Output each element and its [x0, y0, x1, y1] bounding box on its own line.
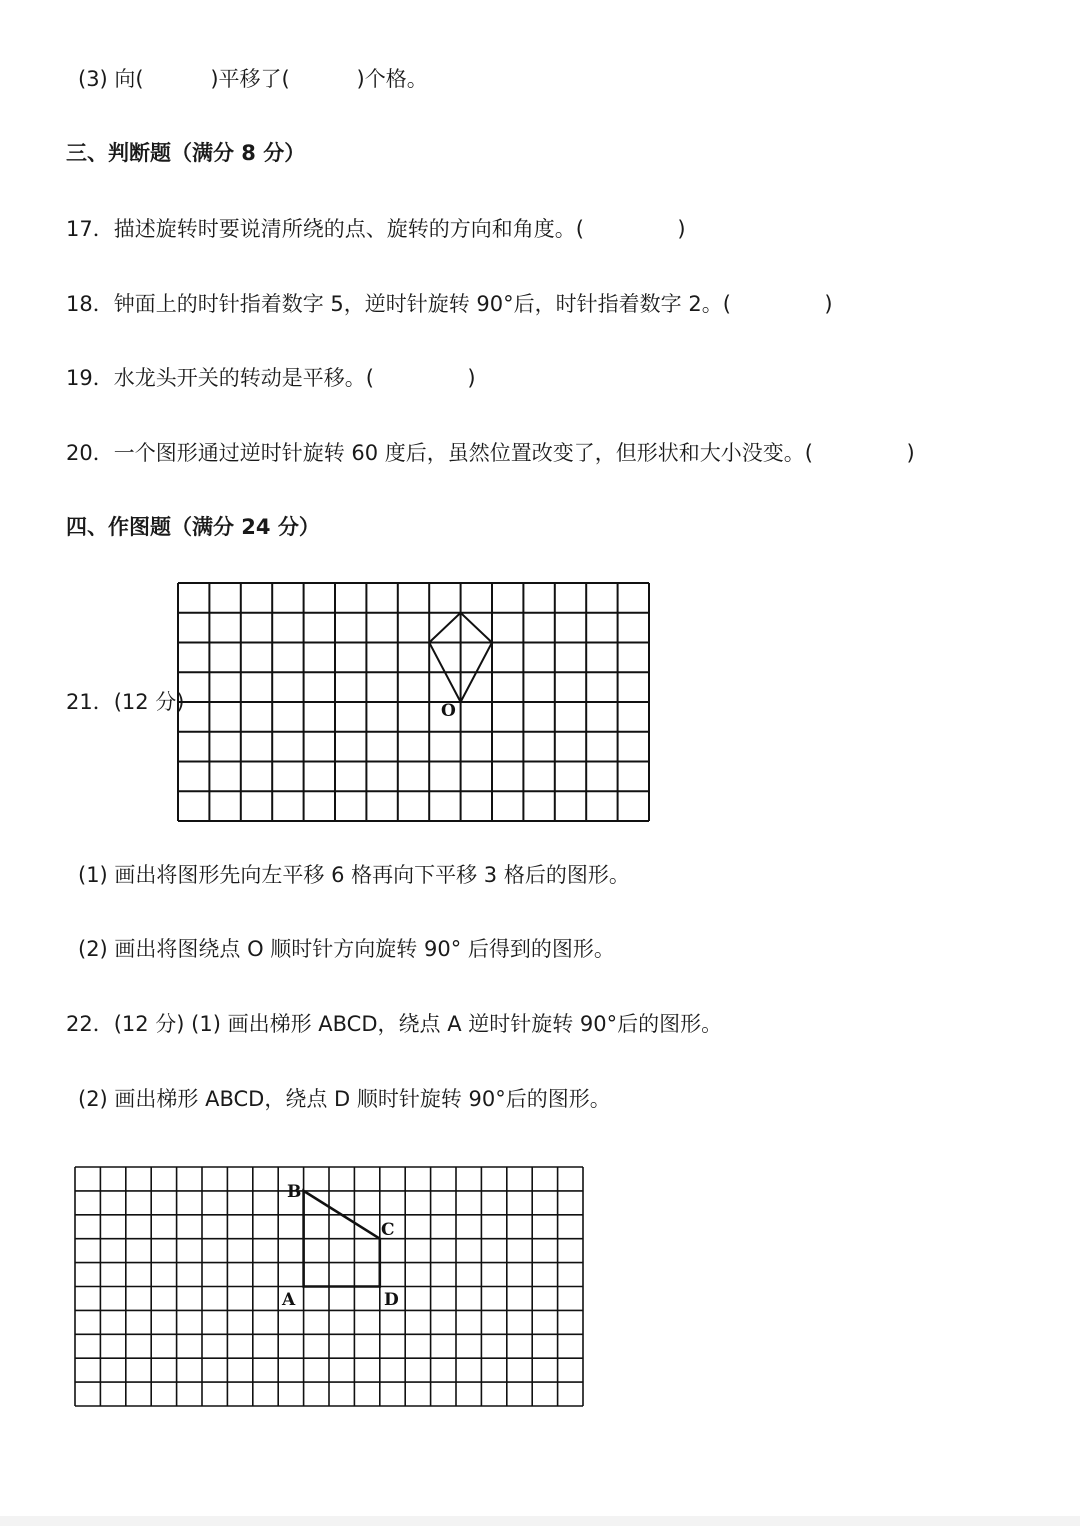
section-3-heading: 三、判断题（满分 8 分）: [66, 141, 306, 165]
question-19: 19．水龙头开关的转动是平移。( ): [66, 366, 476, 390]
section-4-heading: 四、作图题（满分 24 分）: [66, 515, 320, 539]
question-18: 18．钟面上的时针指着数字 5，逆时针旋转 90°后，时针指着数字 2。( ): [66, 292, 833, 316]
grid-22-svg: [74, 1166, 584, 1407]
question-21-part2: (2) 画出将图绕点 O 顺时针方向旋转 90° 后得到的图形。: [78, 937, 615, 961]
question-17: 17．描述旋转时要说清所绕的点、旋转的方向和角度。( ): [66, 217, 686, 241]
grid-question-21: [177, 582, 650, 826]
grid-21-svg: [177, 582, 650, 822]
vertex-a-label: A: [282, 1290, 296, 1310]
unused: [397, 612, 450, 642]
vertex-d-label: D: [384, 1290, 399, 1310]
question-21-part1: (1) 画出将图形先向左平移 6 格再向下平移 3 格后的图形。: [78, 863, 630, 887]
question-21-label: 21．(12 分): [66, 690, 185, 714]
point-o-label: O: [441, 701, 456, 721]
vertex-c-label: C: [381, 1220, 395, 1240]
question-22-line2: (2) 画出梯形 ABCD，绕点 D 顺时针旋转 90°后的图形。: [78, 1087, 611, 1111]
grid-question-22: [74, 1166, 584, 1411]
question-20: 20．一个图形通过逆时针旋转 60 度后，虽然位置改变了，但形状和大小没变。( ): [66, 441, 915, 465]
question-22-line1: 22．(12 分) (1) 画出梯形 ABCD，绕点 A 逆时针旋转 90°后的图形。: [66, 1012, 723, 1036]
vertex-b-label: B: [287, 1182, 302, 1202]
question-16-part3: (3) 向( )平移了( )个格。: [78, 67, 428, 91]
page-bottom-shade: [0, 1516, 1080, 1526]
grid-21-lines: [178, 583, 649, 821]
